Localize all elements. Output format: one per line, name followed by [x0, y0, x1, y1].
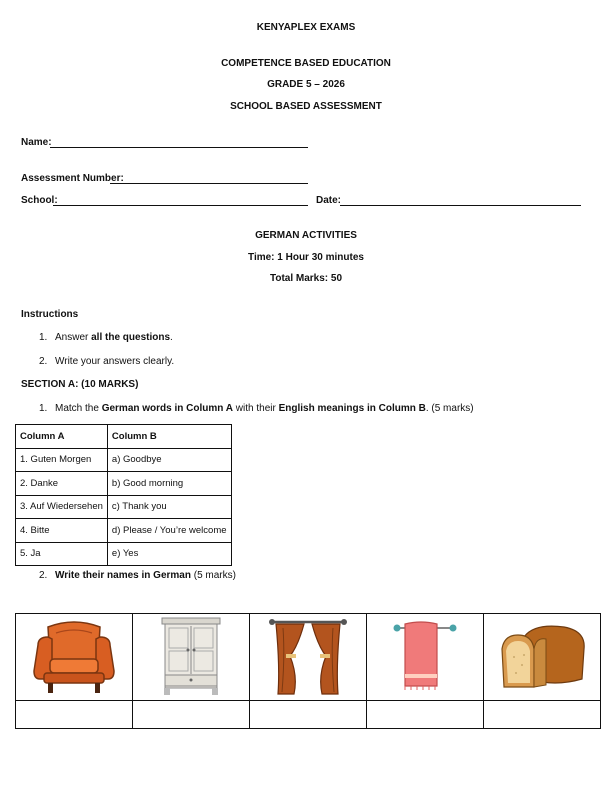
table-row: [16, 448, 232, 472]
instructions-heading: Instructions: [21, 309, 79, 320]
date-label: Date:: [316, 195, 342, 206]
column-a-header: Column A: [16, 425, 108, 449]
question-2: 2. Write their names in German (5 marks): [39, 570, 236, 581]
column-a-cell: 1. Guten Morgen: [16, 448, 108, 472]
assessment-number-field[interactable]: [110, 183, 308, 184]
bread-icon: [494, 617, 590, 697]
picture-cell: [250, 614, 367, 701]
towel-icon: [385, 616, 465, 698]
total-marks: Total Marks: 50: [269, 273, 343, 284]
exam-time: Time: 1 Hour 30 minutes: [248, 252, 364, 263]
picture-cell: [367, 614, 484, 701]
column-b-cell: c) Thank you: [107, 495, 231, 519]
column-b-cell: e) Yes: [107, 542, 231, 566]
table-row: [16, 495, 232, 519]
picture-table: [15, 613, 601, 729]
table-row: [16, 542, 232, 566]
column-b-cell: a) Goodbye: [107, 448, 231, 472]
answer-cell[interactable]: [133, 701, 250, 729]
answer-cell[interactable]: [16, 701, 133, 729]
exam-line-3: SCHOOL BASED ASSESSMENT: [230, 101, 382, 112]
exam-line-1: COMPETENCE BASED EDUCATION: [221, 58, 391, 69]
armchair-icon: [26, 617, 122, 697]
section-a-heading: SECTION A: (10 MARKS): [21, 379, 139, 390]
answer-cell[interactable]: [250, 701, 367, 729]
table-row: [16, 519, 232, 543]
table-row: [16, 472, 232, 496]
picture-cell: [133, 614, 250, 701]
picture-cell: [16, 614, 133, 701]
assessment-number-label: Assessment Number:: [21, 173, 124, 184]
answer-cell[interactable]: [484, 701, 601, 729]
school-field[interactable]: [53, 205, 308, 206]
question-1: 1. Match the German words in Column A with their English meanings in Column B. (5 marks): [39, 403, 474, 414]
column-b-cell: d) Please / You’re welcome: [107, 519, 231, 543]
instruction-item: 1. Answer all the questions.: [39, 332, 173, 343]
wardrobe-icon: [156, 616, 226, 698]
column-b-header: Column B: [107, 425, 231, 449]
name-label: Name:: [21, 137, 52, 148]
exam-line-2: GRADE 5 – 2026: [267, 79, 345, 90]
school-label: School:: [21, 195, 58, 206]
curtains-icon: [268, 616, 348, 698]
column-b-cell: b) Good morning: [107, 472, 231, 496]
matching-table: [15, 424, 232, 566]
column-a-cell: 4. Bitte: [16, 519, 108, 543]
column-a-cell: 5. Ja: [16, 542, 108, 566]
exam-org: KENYAPLEX EXAMS: [256, 22, 356, 33]
name-field[interactable]: [50, 147, 308, 148]
date-field[interactable]: [340, 205, 581, 206]
subject-title: GERMAN ACTIVITIES: [255, 230, 357, 241]
column-a-cell: 3. Auf Wiedersehen: [16, 495, 108, 519]
instruction-item: 2. Write your answers clearly.: [39, 356, 175, 367]
column-a-cell: 2. Danke: [16, 472, 108, 496]
answer-cell[interactable]: [367, 701, 484, 729]
picture-cell: [484, 614, 601, 701]
